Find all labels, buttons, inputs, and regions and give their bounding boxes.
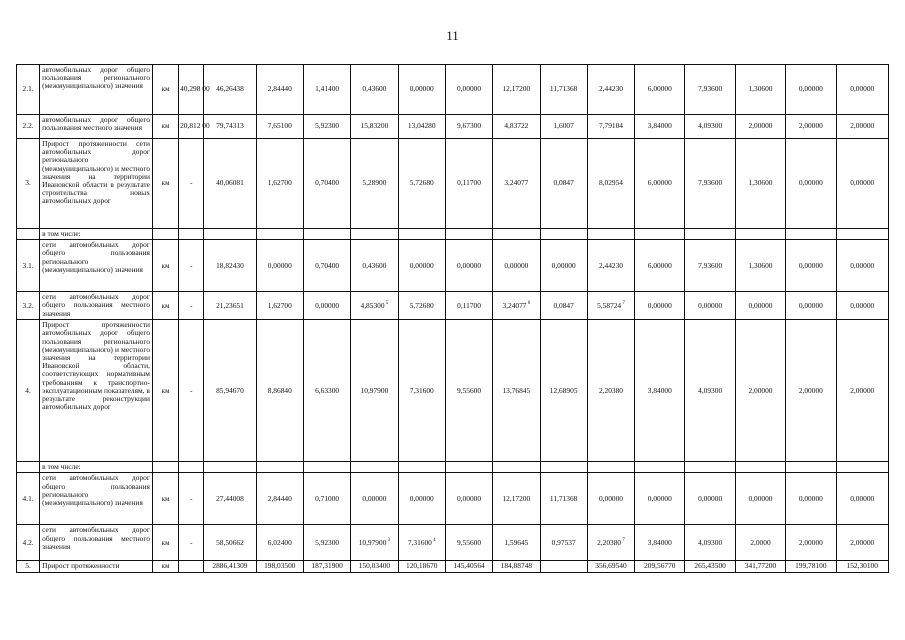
empty-cell (587, 462, 634, 473)
value-cell: 0,11700 (445, 139, 492, 229)
value-cell: 0,00000 (587, 473, 634, 525)
section-label: в том числе: (40, 462, 153, 473)
value-cell: 6,00000 (635, 139, 685, 229)
value-cell: 27,44008 (204, 473, 256, 525)
value-cell: 0,00000 (786, 139, 836, 229)
value-cell: 0,00000 (685, 473, 735, 525)
value-cell: 5,72680 (398, 139, 445, 229)
empty-cell (836, 229, 889, 240)
value-cell: 7,31600 $^4$ (398, 525, 445, 561)
value-cell: 150,03400 (351, 561, 398, 572)
footnote-marker: 3 (386, 537, 391, 543)
empty-cell (303, 229, 350, 240)
value-cell: 2,20380 $^7$ (587, 525, 634, 561)
value-cell: 21,23651 (204, 292, 256, 320)
value-cell: 9,55600 (445, 525, 492, 561)
value-cell: 6,02400 (256, 525, 303, 561)
empty-cell (204, 462, 256, 473)
empty-cell (836, 462, 889, 473)
row-number-cell: 3.2. (17, 292, 40, 320)
row-number-cell: 2.2. (17, 115, 40, 139)
value-cell: 0,0847 (540, 139, 587, 229)
value-cell: 46,26438 (204, 65, 256, 115)
empty-cell (256, 462, 303, 473)
value-cell: 8,02954 (587, 139, 634, 229)
value-cell: 5,72680 (398, 292, 445, 320)
value-cell: 0,00000 (786, 292, 836, 320)
row-number-cell (17, 462, 40, 473)
value-cell: 3,84000 (635, 525, 685, 561)
value-cell: 0,70400 (303, 139, 350, 229)
value-cell: 13,76845 (493, 320, 540, 462)
value-cell: 4,09300 (685, 115, 735, 139)
value-cell: 1,6007 (540, 115, 587, 139)
value-cell: 2,44230 (587, 240, 634, 292)
value-cell: 4,09300 (685, 525, 735, 561)
value-cell: 6,00000 (635, 240, 685, 292)
value-cell: 0,11700 (445, 292, 492, 320)
value-cell: 0,00000 (836, 292, 889, 320)
value-cell: 8,86840 (256, 320, 303, 462)
value-cell: 1,30600 (735, 65, 785, 115)
value-cell: 2,00000 (836, 525, 889, 561)
footnote-marker: 4 (431, 537, 436, 543)
value-cell: 12,68905 (540, 320, 587, 462)
footnote-marker: 5 (384, 300, 389, 306)
unit-cell: км (152, 65, 178, 115)
base-value-cell: - (179, 320, 204, 462)
table-row (17, 139, 889, 229)
base-value-cell: - (179, 240, 204, 292)
empty-cell (445, 462, 492, 473)
table-row (17, 473, 889, 525)
value-cell: 7,79104 (587, 115, 634, 139)
empty-cell (351, 462, 398, 473)
indicator-name-cell: сети автомобильных дорог общего пользования местного значения (40, 292, 153, 320)
value-cell: 5,92300 (303, 525, 350, 561)
value-cell: 4,09300 (685, 320, 735, 462)
unit-cell: км (152, 320, 178, 462)
value-cell: 0,00000 (836, 65, 889, 115)
empty-cell (445, 229, 492, 240)
value-cell: 13,04280 (398, 115, 445, 139)
value-cell: 5,58724 $^7$ (587, 292, 634, 320)
value-cell: 2,44230 (587, 65, 634, 115)
page-number: 11 (446, 28, 459, 43)
value-cell: 1,59645 (493, 525, 540, 561)
empty-cell (540, 229, 587, 240)
value-cell: 7,93600 (685, 240, 735, 292)
value-cell: 12,17200 (493, 473, 540, 525)
value-cell: 6,00000 (635, 65, 685, 115)
empty-cell (398, 229, 445, 240)
value-cell: 6,63300 (303, 320, 350, 462)
table-row (17, 115, 889, 139)
value-cell: 0,00000 (735, 292, 785, 320)
empty-cell (204, 229, 256, 240)
value-cell: 1,30600 (735, 240, 785, 292)
value-cell: 0,00000 (398, 473, 445, 525)
value-cell: 18,82430 (204, 240, 256, 292)
value-cell: 11,71368 (540, 473, 587, 525)
base-value-cell: - (179, 139, 204, 229)
value-cell: 0,00000 (256, 240, 303, 292)
unit-cell: км (152, 292, 178, 320)
value-cell: 2886,41309 (204, 561, 256, 572)
unit-cell: км (152, 525, 178, 561)
value-cell: 5,92300 (303, 115, 350, 139)
indicator-name-cell: автомобильных дорог общего пользования местного значения (40, 115, 153, 139)
footnote-marker: 6 (526, 300, 531, 306)
value-cell: 0,00000 (685, 292, 735, 320)
empty-cell (179, 462, 204, 473)
value-cell: 1,62700 (256, 292, 303, 320)
value-cell: 2,00000 (836, 320, 889, 462)
value-cell: 7,93600 (685, 139, 735, 229)
value-cell: 0,00000 (786, 240, 836, 292)
indicator-name-cell: сети автомобильных дорог общего пользования местного значения (40, 525, 153, 561)
value-cell: 5,28900 (351, 139, 398, 229)
empty-cell (635, 229, 685, 240)
empty-cell (685, 229, 735, 240)
table-row (17, 65, 889, 115)
value-cell: 3,24077 (493, 139, 540, 229)
empty-cell (493, 229, 540, 240)
empty-cell (735, 462, 785, 473)
empty-cell (635, 462, 685, 473)
value-cell: 0,0847 (540, 292, 587, 320)
empty-cell (152, 229, 178, 240)
indicator-name-cell: Прирост протяженности сети автомобильных дорог регионального (межмуниципального) и местного значения на территории Ивановской области в результате строительства новых автомобильных дорог (40, 139, 153, 229)
row-number-cell: 4. (17, 320, 40, 462)
value-cell: 0,00000 (836, 473, 889, 525)
value-cell: 4,83722 (493, 115, 540, 139)
value-cell: 187,31900 (303, 561, 350, 572)
value-cell: 10,97900 $^3$ (351, 525, 398, 561)
table-row (17, 292, 889, 320)
value-cell: 0,43600 (351, 65, 398, 115)
indicator-name-cell: сети автомобильных дорог общего пользования регионального (межмуниципального) значения (40, 473, 153, 525)
table-row (17, 561, 889, 572)
row-number-cell (17, 229, 40, 240)
value-cell: 7,31600 (398, 320, 445, 462)
value-cell: 3,84000 (635, 320, 685, 462)
unit-cell: км (152, 115, 178, 139)
row-number-cell: 2.1. (17, 65, 40, 115)
value-cell: 0,97537 (540, 525, 587, 561)
value-cell: 0,00000 (836, 240, 889, 292)
empty-cell (351, 229, 398, 240)
value-cell: 0,00000 (836, 139, 889, 229)
value-cell: 9,55600 (445, 320, 492, 462)
row-number-cell: 4.2. (17, 525, 40, 561)
indicator-name-cell: Прирост протяженности автомобильных дорог общего пользования регионального (межмуниципального) и местного значения на территории Ивановской области, соответствующих нормативным требованиям к транспортно-эксплуатационным показателям, в результате реконструкции автомобильных дорог (40, 320, 153, 462)
unit-cell: км (152, 240, 178, 292)
empty-cell (179, 229, 204, 240)
value-cell: 58,50662 (204, 525, 256, 561)
value-cell: 356,69540 (587, 561, 634, 572)
value-cell: 0,00000 (445, 240, 492, 292)
value-cell: 3,84000 (635, 115, 685, 139)
value-cell: 40,06081 (204, 139, 256, 229)
value-cell: 0,00000 (351, 473, 398, 525)
value-cell: 0,00000 (786, 65, 836, 115)
value-cell: 2,0000 (735, 525, 785, 561)
value-cell: 0,00000 (445, 473, 492, 525)
value-cell: 341,77200 (735, 561, 785, 572)
value-cell: 1,30600 (735, 139, 785, 229)
value-cell: 7,93600 (685, 65, 735, 115)
base-value-cell: - (179, 473, 204, 525)
empty-cell (786, 229, 836, 240)
empty-cell (540, 462, 587, 473)
value-cell: 184,88748 (493, 561, 540, 572)
indicator-name-cell: Прирост протяженности (40, 561, 153, 572)
value-cell: 2,00000 (786, 320, 836, 462)
value-cell: 3,24077 $^6$ (493, 292, 540, 320)
value-cell: 10,97900 (351, 320, 398, 462)
value-cell: 12,17200 (493, 65, 540, 115)
unit-cell: км (152, 473, 178, 525)
value-cell: 120,18670 (398, 561, 445, 572)
base-value-cell: 40,298 00 (179, 65, 204, 115)
value-cell: 9,67300 (445, 115, 492, 139)
value-cell: 2,00000 (735, 115, 785, 139)
value-cell: 152,30100 (836, 561, 889, 572)
empty-cell (303, 462, 350, 473)
value-cell: 15,83200 (351, 115, 398, 139)
row-number-cell: 5. (17, 561, 40, 572)
table-row (17, 525, 889, 561)
value-cell: 0,00000 (493, 240, 540, 292)
row-number-cell: 4.1. (17, 473, 40, 525)
value-cell: 2,00000 (735, 320, 785, 462)
value-cell: 0,00000 (303, 292, 350, 320)
value-cell: 0,00000 (445, 65, 492, 115)
footnote-marker: 7 (621, 300, 625, 306)
unit-cell: км (152, 139, 178, 229)
table-row (17, 229, 889, 240)
value-cell: 2,00000 (836, 115, 889, 139)
value-cell: 79,74313 (204, 115, 256, 139)
value-cell: 0,00000 (735, 473, 785, 525)
section-label: в том числе: (40, 229, 153, 240)
base-value-cell: - (179, 525, 204, 561)
base-value-cell: - (179, 292, 204, 320)
value-cell: 0,43600 (351, 240, 398, 292)
empty-cell (398, 462, 445, 473)
value-cell: 2,00000 (786, 525, 836, 561)
value-cell: 1,62700 (256, 139, 303, 229)
row-number-cell: 3.1. (17, 240, 40, 292)
footnote-marker: 7 (621, 537, 625, 543)
empty-cell (587, 229, 634, 240)
value-cell: 4,85300 $^5$ (351, 292, 398, 320)
value-cell: 85,94670 (204, 320, 256, 462)
value-cell: 265,43500 (685, 561, 735, 572)
data-table (16, 64, 889, 573)
empty-cell (735, 229, 785, 240)
value-cell (540, 561, 587, 572)
base-value-cell (179, 561, 204, 572)
value-cell: 0,70400 (303, 240, 350, 292)
value-cell: 199,78100 (786, 561, 836, 572)
base-value-cell: 20,812 00 (179, 115, 204, 139)
row-number-cell: 3. (17, 139, 40, 229)
empty-cell (493, 462, 540, 473)
value-cell: 0,00000 (635, 473, 685, 525)
value-cell: 0,71000 (303, 473, 350, 525)
empty-cell (786, 462, 836, 473)
empty-cell (685, 462, 735, 473)
table-row (17, 462, 889, 473)
unit-cell: км (152, 561, 178, 572)
value-cell: 0,00000 (398, 240, 445, 292)
value-cell: 0,00000 (786, 473, 836, 525)
empty-cell (152, 462, 178, 473)
table-row (17, 240, 889, 292)
value-cell: 2,00000 (786, 115, 836, 139)
indicator-name-cell: автомобильных дорог общего пользования регионального (межмуниципального) значения (40, 65, 153, 115)
value-cell: 0,00000 (398, 65, 445, 115)
value-cell: 1,41400 (303, 65, 350, 115)
value-cell: 0,00000 (635, 292, 685, 320)
value-cell: 0,00000 (540, 240, 587, 292)
value-cell: 2,20380 (587, 320, 634, 462)
value-cell: 198,03500 (256, 561, 303, 572)
value-cell: 2,84440 (256, 65, 303, 115)
table-row (17, 320, 889, 462)
value-cell: 145,40564 (445, 561, 492, 572)
value-cell: 11,71368 (540, 65, 587, 115)
empty-cell (256, 229, 303, 240)
value-cell: 7,65100 (256, 115, 303, 139)
value-cell: 209,56770 (635, 561, 685, 572)
indicator-name-cell: сети автомобильных дорог общего пользования регионального (межмуниципального) значения (40, 240, 153, 292)
value-cell: 2,84440 (256, 473, 303, 525)
